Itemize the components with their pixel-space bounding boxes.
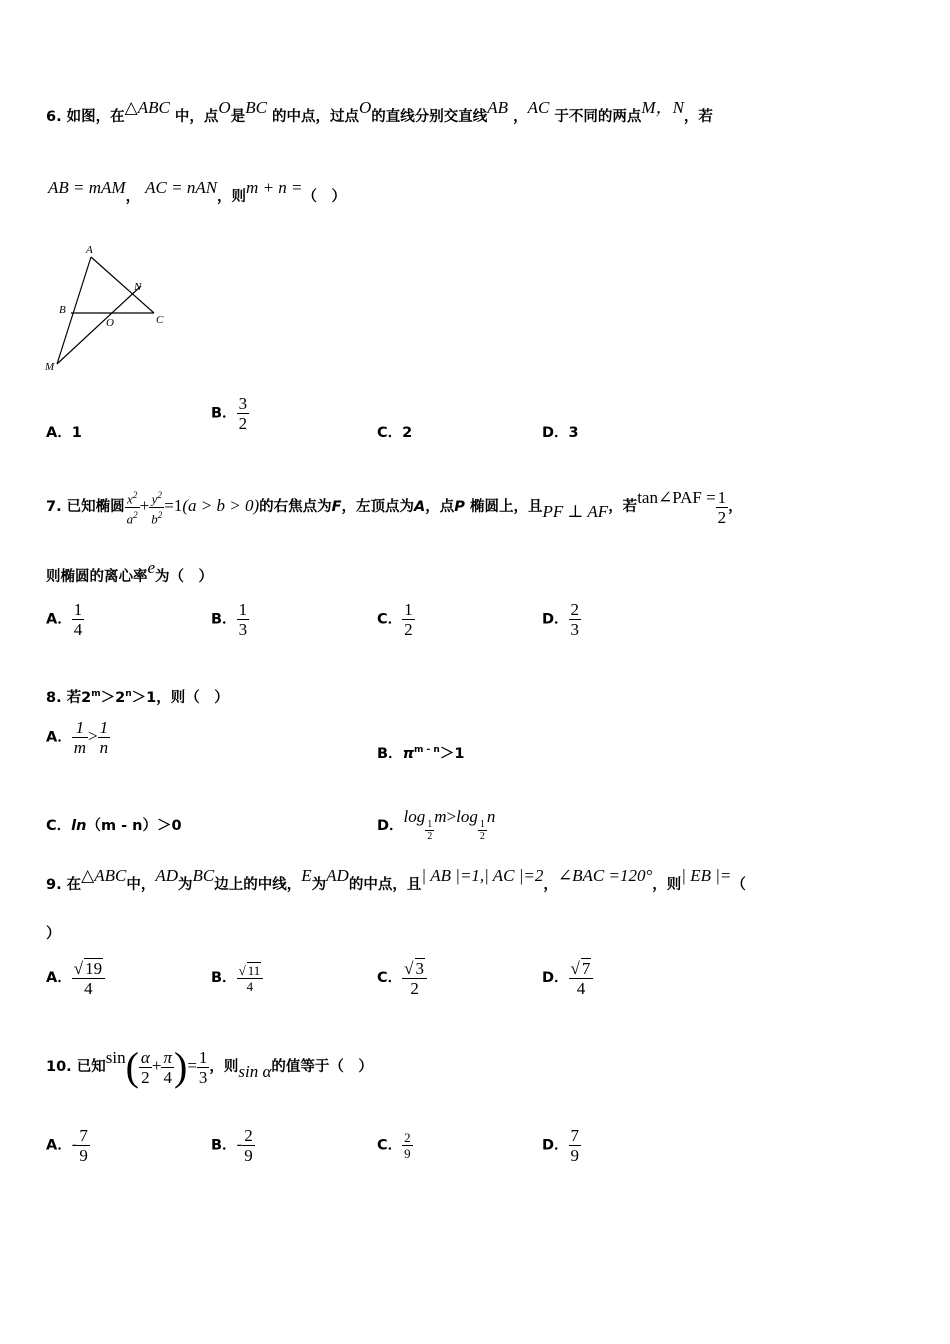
q9-number: 9. xyxy=(46,877,62,893)
fig-label-m: M xyxy=(45,361,55,373)
q10-option-a[interactable]: A．- $\frac{7}{9}$ xyxy=(46,1126,88,1165)
q7-line1: 7. 已知椭圆 $\frac{x^2}{a^2}$ + $\frac{y^2}{b^2}$ =1(a > b > 0)的右焦点为F，左顶点为A，点P 椭圆上，且PF ⊥ AF，若tan∠PAF = $\frac{1}{2}$ ， xyxy=(46,487,743,527)
q9-line1: 9. 在△ABC中，AD为BC边上的中线，E为AD的中点，且| AB |=1,| AC |=2，∠BAC =120°，则| EB |=（ xyxy=(46,866,746,893)
q8-line1: 8. 若$2^m>2^n>1$，则（ ） xyxy=(46,689,229,706)
q6-option-a[interactable]: A．1 xyxy=(46,425,82,441)
q8-number: 8. xyxy=(46,689,62,706)
q10-number: 10. xyxy=(46,1059,72,1075)
q7-option-b[interactable]: B． $\frac{1}{3}$ xyxy=(211,600,248,639)
q8-option-a[interactable]: A． $\frac{1}{m}$ > $\frac{1}{n}$ xyxy=(46,718,109,757)
q7-option-a[interactable]: A． $\frac{1}{4}$ xyxy=(46,600,83,639)
q6-number: 6. xyxy=(46,109,62,125)
q9-option-d[interactable]: D． $\frac{√ 7}{4}$ xyxy=(542,958,593,998)
fig-label-o: O xyxy=(106,317,114,329)
q8-option-d[interactable]: D．log $\frac{1}{2}$ m>log $\frac{1}{2}$ n xyxy=(377,807,496,842)
q10-option-b[interactable]: B．- $\frac{2}{9}$ xyxy=(211,1126,253,1165)
q10-option-d[interactable]: D． $\frac{7}{9}$ xyxy=(542,1126,580,1165)
q7-option-c[interactable]: C． $\frac{1}{2}$ xyxy=(377,600,413,639)
q7-line2: 则椭圆的离心率e为（ ） xyxy=(46,558,214,585)
q8-option-b[interactable]: B．$\pi^{m - n}>1$ xyxy=(377,745,465,762)
q8-option-c[interactable]: C．ln（m - n）＞0 xyxy=(46,818,182,834)
q6-option-b[interactable]: B． $\frac{3}{2}$ xyxy=(211,394,248,433)
q6-figure xyxy=(40,240,180,380)
q10-line1: 10. 已知sin( $\frac{\alpha}{2}$ + $\frac{\pi}{4}$ )= $\frac{1}{3}$ ，则sin α的值等于（ ） xyxy=(46,1044,373,1089)
q6-line2: AB = mAM， AC = nAN，则m + n =（ ） xyxy=(48,178,347,205)
fig-label-c: C xyxy=(156,314,164,326)
q9-option-c[interactable]: C． $\frac{√ 3}{2}$ xyxy=(377,958,427,998)
q6-option-d[interactable]: D．3 xyxy=(542,425,579,441)
q9-option-a[interactable]: A． $\frac{√ 19}{4}$ xyxy=(46,958,105,998)
fig-label-a: A xyxy=(86,244,93,256)
q6-line1: 6. 如图，在△ABC 中，点O是BC 的中点，过点O的直线分别交直线AB ，AC 于不同的两点M，N，若 xyxy=(46,98,713,125)
q10-option-c[interactable]: C． $\frac{2}{9}$ xyxy=(377,1130,411,1161)
q7-option-d[interactable]: D． $\frac{2}{3}$ xyxy=(542,600,580,639)
q6-option-c[interactable]: C．2 xyxy=(377,425,413,441)
q7-number: 7. xyxy=(46,499,62,515)
q9-option-b[interactable]: B． $\frac{√ 11}{4}$ xyxy=(211,962,263,994)
q9-line2: ） xyxy=(46,926,61,942)
fig-label-b: B xyxy=(59,304,66,316)
fig-label-n: N xyxy=(134,281,142,293)
